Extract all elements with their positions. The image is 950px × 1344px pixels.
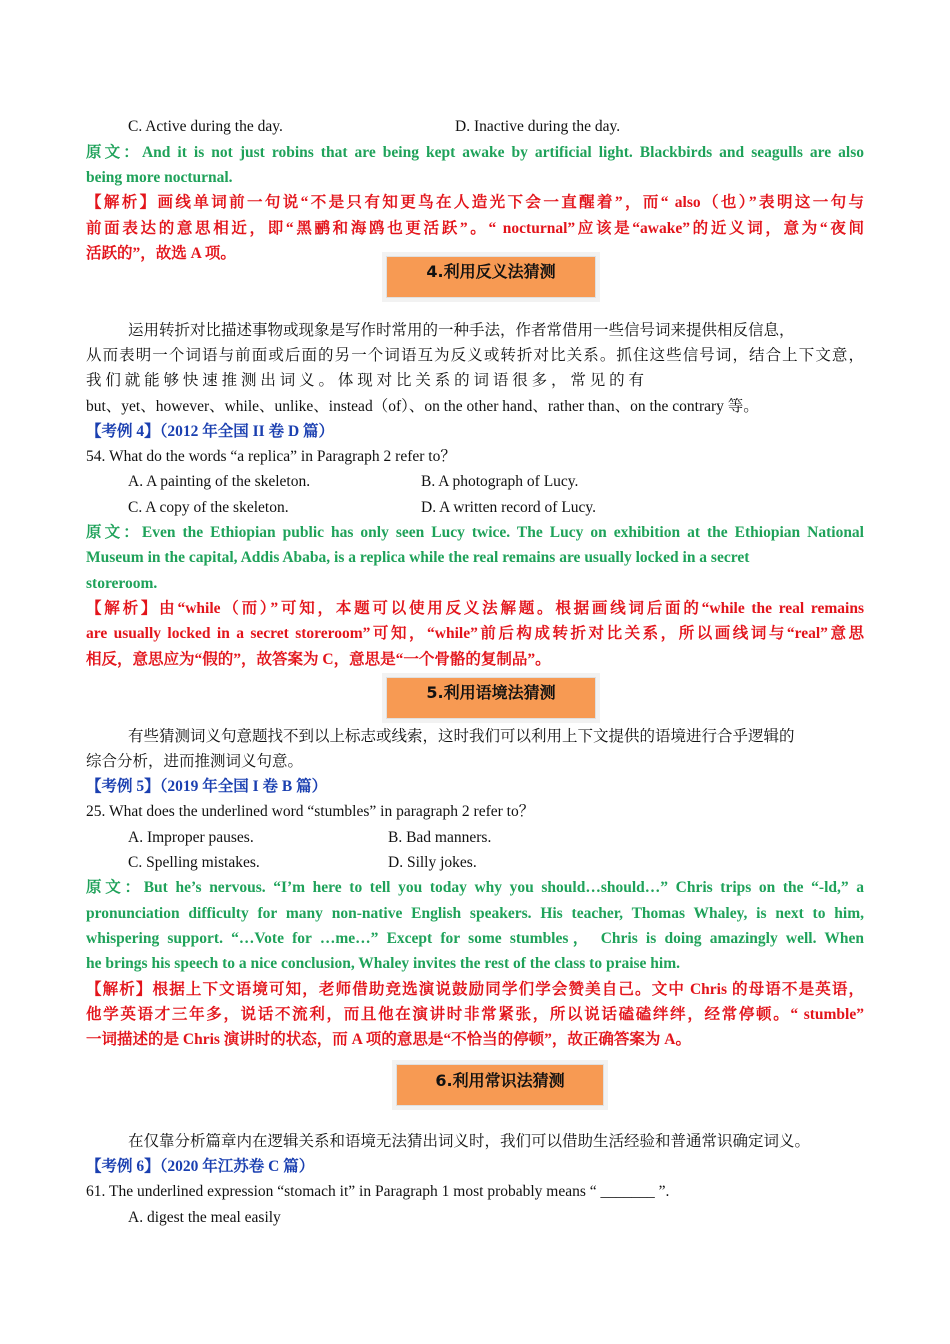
option-d: D. A written record of Lucy.: [421, 499, 597, 516]
analysis-line: 前面表达的意思相近，即“黑鹂和海鸥也更活跃”。“ nocturnal”应该是“awake”的近义词，意为“夜间: [86, 220, 864, 237]
example-label: 【考例 6】（2020 年江苏卷 C 篇）: [86, 1158, 315, 1175]
original-text-line: storeroom.: [86, 575, 158, 592]
original-text-line: 原文：And it is not just robins that are being kept awake by artificial light. Blackbirds and seagulls are also: [86, 144, 864, 161]
intro-line: 综合分析，进而推测词义句意。: [86, 753, 304, 770]
analysis-line: 一词描述的是 Chris 演讲时的状态，而 A 项的意思是“不恰当的停顿”，故正确答案为 A。: [86, 1031, 691, 1048]
original-text-line: pronunciation difficulty for many non-native English speakers. His teacher, Thomas Whaley, is next to him,: [86, 905, 864, 922]
original-text-line: 原文：But he’s nervous. “I’m here to tell you today why you should…should…” Chris trips on the “-ld,” a: [86, 879, 864, 896]
analysis-line: 相反，意思应为“假的”，故答案为 C，意思是“一个骨骼的复制品”。: [86, 651, 551, 668]
option-a: A. A painting of the skeleton.: [128, 473, 311, 490]
question: 25. What does the underlined word “stumbles” in paragraph 2 refer to？: [86, 803, 535, 820]
question: 61. The underlined expression “stomach it” in Paragraph 1 most probably means “ _______ ”.: [86, 1183, 670, 1200]
analysis-line: 【解析】画线单词前一句说“不是只有知更鸟在人造光下会一直醒着”，而“ also（也）”表明这一句与: [86, 194, 864, 211]
analysis-line: 【解析】由“while（而）”可知，本题可以使用反义法解题。根据画线词后面的“while the real remains: [86, 600, 864, 617]
analysis-line: 【解析】根据上下文语境可知，老师借助竞选演说鼓励同学们学会赞美自己。文中 Chris 的母语不是英语，: [86, 981, 864, 998]
intro-line: 运用转折对比描述事物或现象是写作时常用的一种手法，作者常借用一些信号词来提供相反信息，: [128, 322, 795, 339]
option-d: D. Silly jokes.: [388, 854, 477, 871]
option-d: D. Inactive during the day.: [455, 118, 621, 135]
option-c: C. Spelling mistakes.: [128, 854, 260, 871]
section-heading: 6.利用常识法猜测: [396, 1064, 604, 1106]
original-text-line: he brings his speech to a nice conclusion, Whaley invites the rest of the class to praise him.: [86, 955, 681, 972]
option-a: A. Improper pauses.: [128, 829, 254, 846]
example-label: 【考例 5】（2019 年全国 I 卷 B 篇）: [86, 778, 328, 795]
intro-line: 从而表明一个词语与前面或后面的另一个词语互为反义或转折对比关系。抓住这些信号词，结合上下文意，: [86, 347, 864, 364]
question: 54. What do the words “a replica” in Paragraph 2 refer to？: [86, 448, 456, 465]
option-a: A. digest the meal easily: [128, 1209, 281, 1226]
original-text-line: being more nocturnal.: [86, 169, 233, 186]
option-c: C. Active during the day.: [128, 118, 283, 135]
example-label: 【考例 4】（2012 年全国 II 卷 D 篇）: [86, 423, 335, 440]
original-text-line: 原文：Even the Ethiopian public has only seen Lucy twice. The Lucy on exhibition at the Ethiopian National: [86, 524, 864, 541]
option-b: B. A photograph of Lucy.: [421, 473, 579, 490]
original-text-line: whispering support. “…Vote for …me…” Except for some stumbles， Chris is doing amazingly well. When: [86, 930, 864, 947]
analysis-line: are usually locked in a secret storeroom”可知，“while”前后构成转折对比关系，所以画线词与“real”意思: [86, 625, 864, 642]
option-c: C. A copy of the skeleton.: [128, 499, 289, 516]
intro-line: 在仅靠分析篇章内在逻辑关系和语境无法猜出词义时，我们可以借助生活经验和普通常识确定词义。: [128, 1133, 811, 1150]
intro-line: 我 们 就 能 够 快 速 推 测 出 词 义 。 体 现 对 比 关 系 的 词 语 很 多 ， 常 见 的 有: [86, 372, 645, 389]
original-text-line: Museum in the capital, Addis Ababa, is a replica while the real remains are usually locked in a secret: [86, 549, 750, 566]
analysis-line: 活跃的”，故选 A 项。: [86, 245, 236, 262]
option-b: B. Bad manners.: [388, 829, 492, 846]
section-heading: 4.利用反义法猜测: [386, 256, 596, 298]
analysis-line: 他学英语才三年多，说话不流利，而且他在演讲时非常紧张，所以说话磕磕绊绊，经常停顿。“ stumble”: [86, 1006, 864, 1023]
intro-line: but、yet、however、while、unlike、instead（of）、on the other hand、rather than、on the contrary 等。: [86, 398, 759, 415]
intro-line: 有些猜测词义句意题找不到以上标志或线索，这时我们可以利用上下文提供的语境进行合乎逻辑的: [128, 728, 795, 745]
section-heading: 5.利用语境法猜测: [386, 677, 596, 719]
